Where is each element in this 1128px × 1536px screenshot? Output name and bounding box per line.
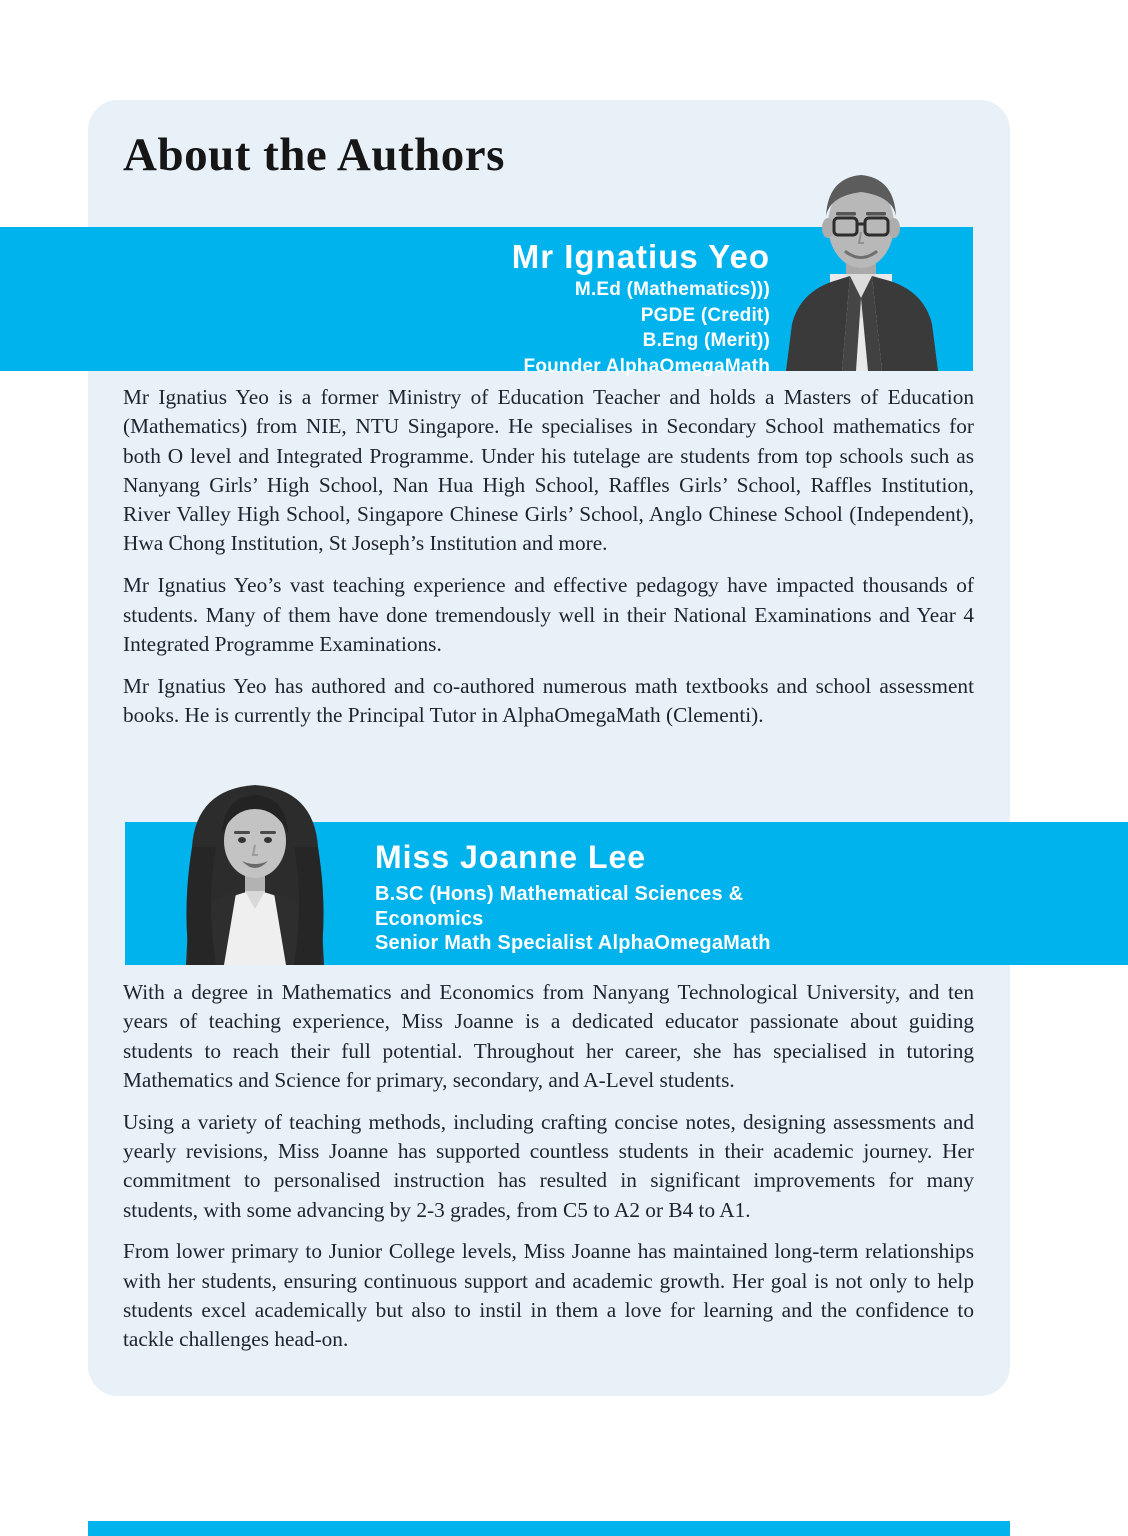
author-banner-text-joanne <box>375 837 771 956</box>
author-credential-line: Senior Math Specialist AlphaOmegaMath <box>375 932 771 954</box>
author-banner-text-ignatius <box>512 236 770 379</box>
bio-paragraph: With a degree in Mathematics and Economics from Nanyang Technological University, and ten years of teaching experience, Miss Joanne is a dedicated educator passionate about guiding students to reach their full potential. Throughout her career, she has specialised in tutoring Mathematics and Science for primary, secondary, and A-Level students. <box>123 980 974 1092</box>
bottom-accent-bar <box>88 1521 1010 1536</box>
author-bio-joanne <box>123 978 974 1367</box>
bio-paragraph: Mr Ignatius Yeo is a former Ministry of Education Teacher and holds a Masters of Education (Mathematics) from NIE, NTU Singapore. He specialises in Secondary School mathematics for both O level and Integrated Programme. Under his tutelage are students from top schools such as Nanyang Girls’ High School, Nan Hua High School, Raffles Girls’ School, Raffles Institution, River Valley High School, Singapore Chinese Girls’ School, Anglo Chinese School (Independent), Hwa Chong Institution, St Joseph’s Institution and more. <box>123 385 974 556</box>
author-credential-line: Economics <box>375 907 484 930</box>
author-credential-line: B.Eng (Merit)) <box>642 330 770 351</box>
bio-paragraph: Mr Ignatius Yeo’s vast teaching experience and effective pedagogy have impacted thousands of students. Many of them have done tremendously well in their National Examinations and Year 4 Integrated Programme Examinations. <box>123 573 974 656</box>
page-title: About the Authors <box>123 129 505 181</box>
bio-paragraph: From lower primary to Junior College levels, Miss Joanne has maintained long-term relationships with her students, ensuring continuous support and academic growth. Her goal is not only to help students excel academically but also to instil in them a love for learning and the confidence to tackle challenges head-on. <box>123 1239 974 1352</box>
author-name: Mr Ignatius Yeo <box>511 238 770 275</box>
bio-paragraph: Using a variety of teaching methods, including crafting concise notes, designing assessments and yearly revisions, Miss Joanne has supported countless students in their academic journey. Her commitment to personalised instruction has resulted in significant improvements for many students, with some advancing by 2-3 grades, from C5 to A2 or B4 to A1. <box>123 1109 974 1222</box>
author-credential-line: M.Ed (Mathematics))) <box>574 279 770 300</box>
author-photo-joanne <box>152 781 359 965</box>
bio-paragraph: Mr Ignatius Yeo has authored and co-authored numerous math textbooks and school assessment books. He is currently the Principal Tutor in AlphaOmegaMath (Clementi). <box>123 673 974 727</box>
author-name: Miss Joanne Lee <box>375 839 647 875</box>
author-photo-ignatius <box>786 170 938 371</box>
author-bio-ignatius <box>123 383 974 743</box>
author-credential-line: B.SC (Hons) Mathematical Sciences & <box>375 883 744 905</box>
author-credential-line: Founder AlphaOmegaMath <box>523 355 770 377</box>
author-credential-line: PGDE (Credit) <box>640 304 770 326</box>
